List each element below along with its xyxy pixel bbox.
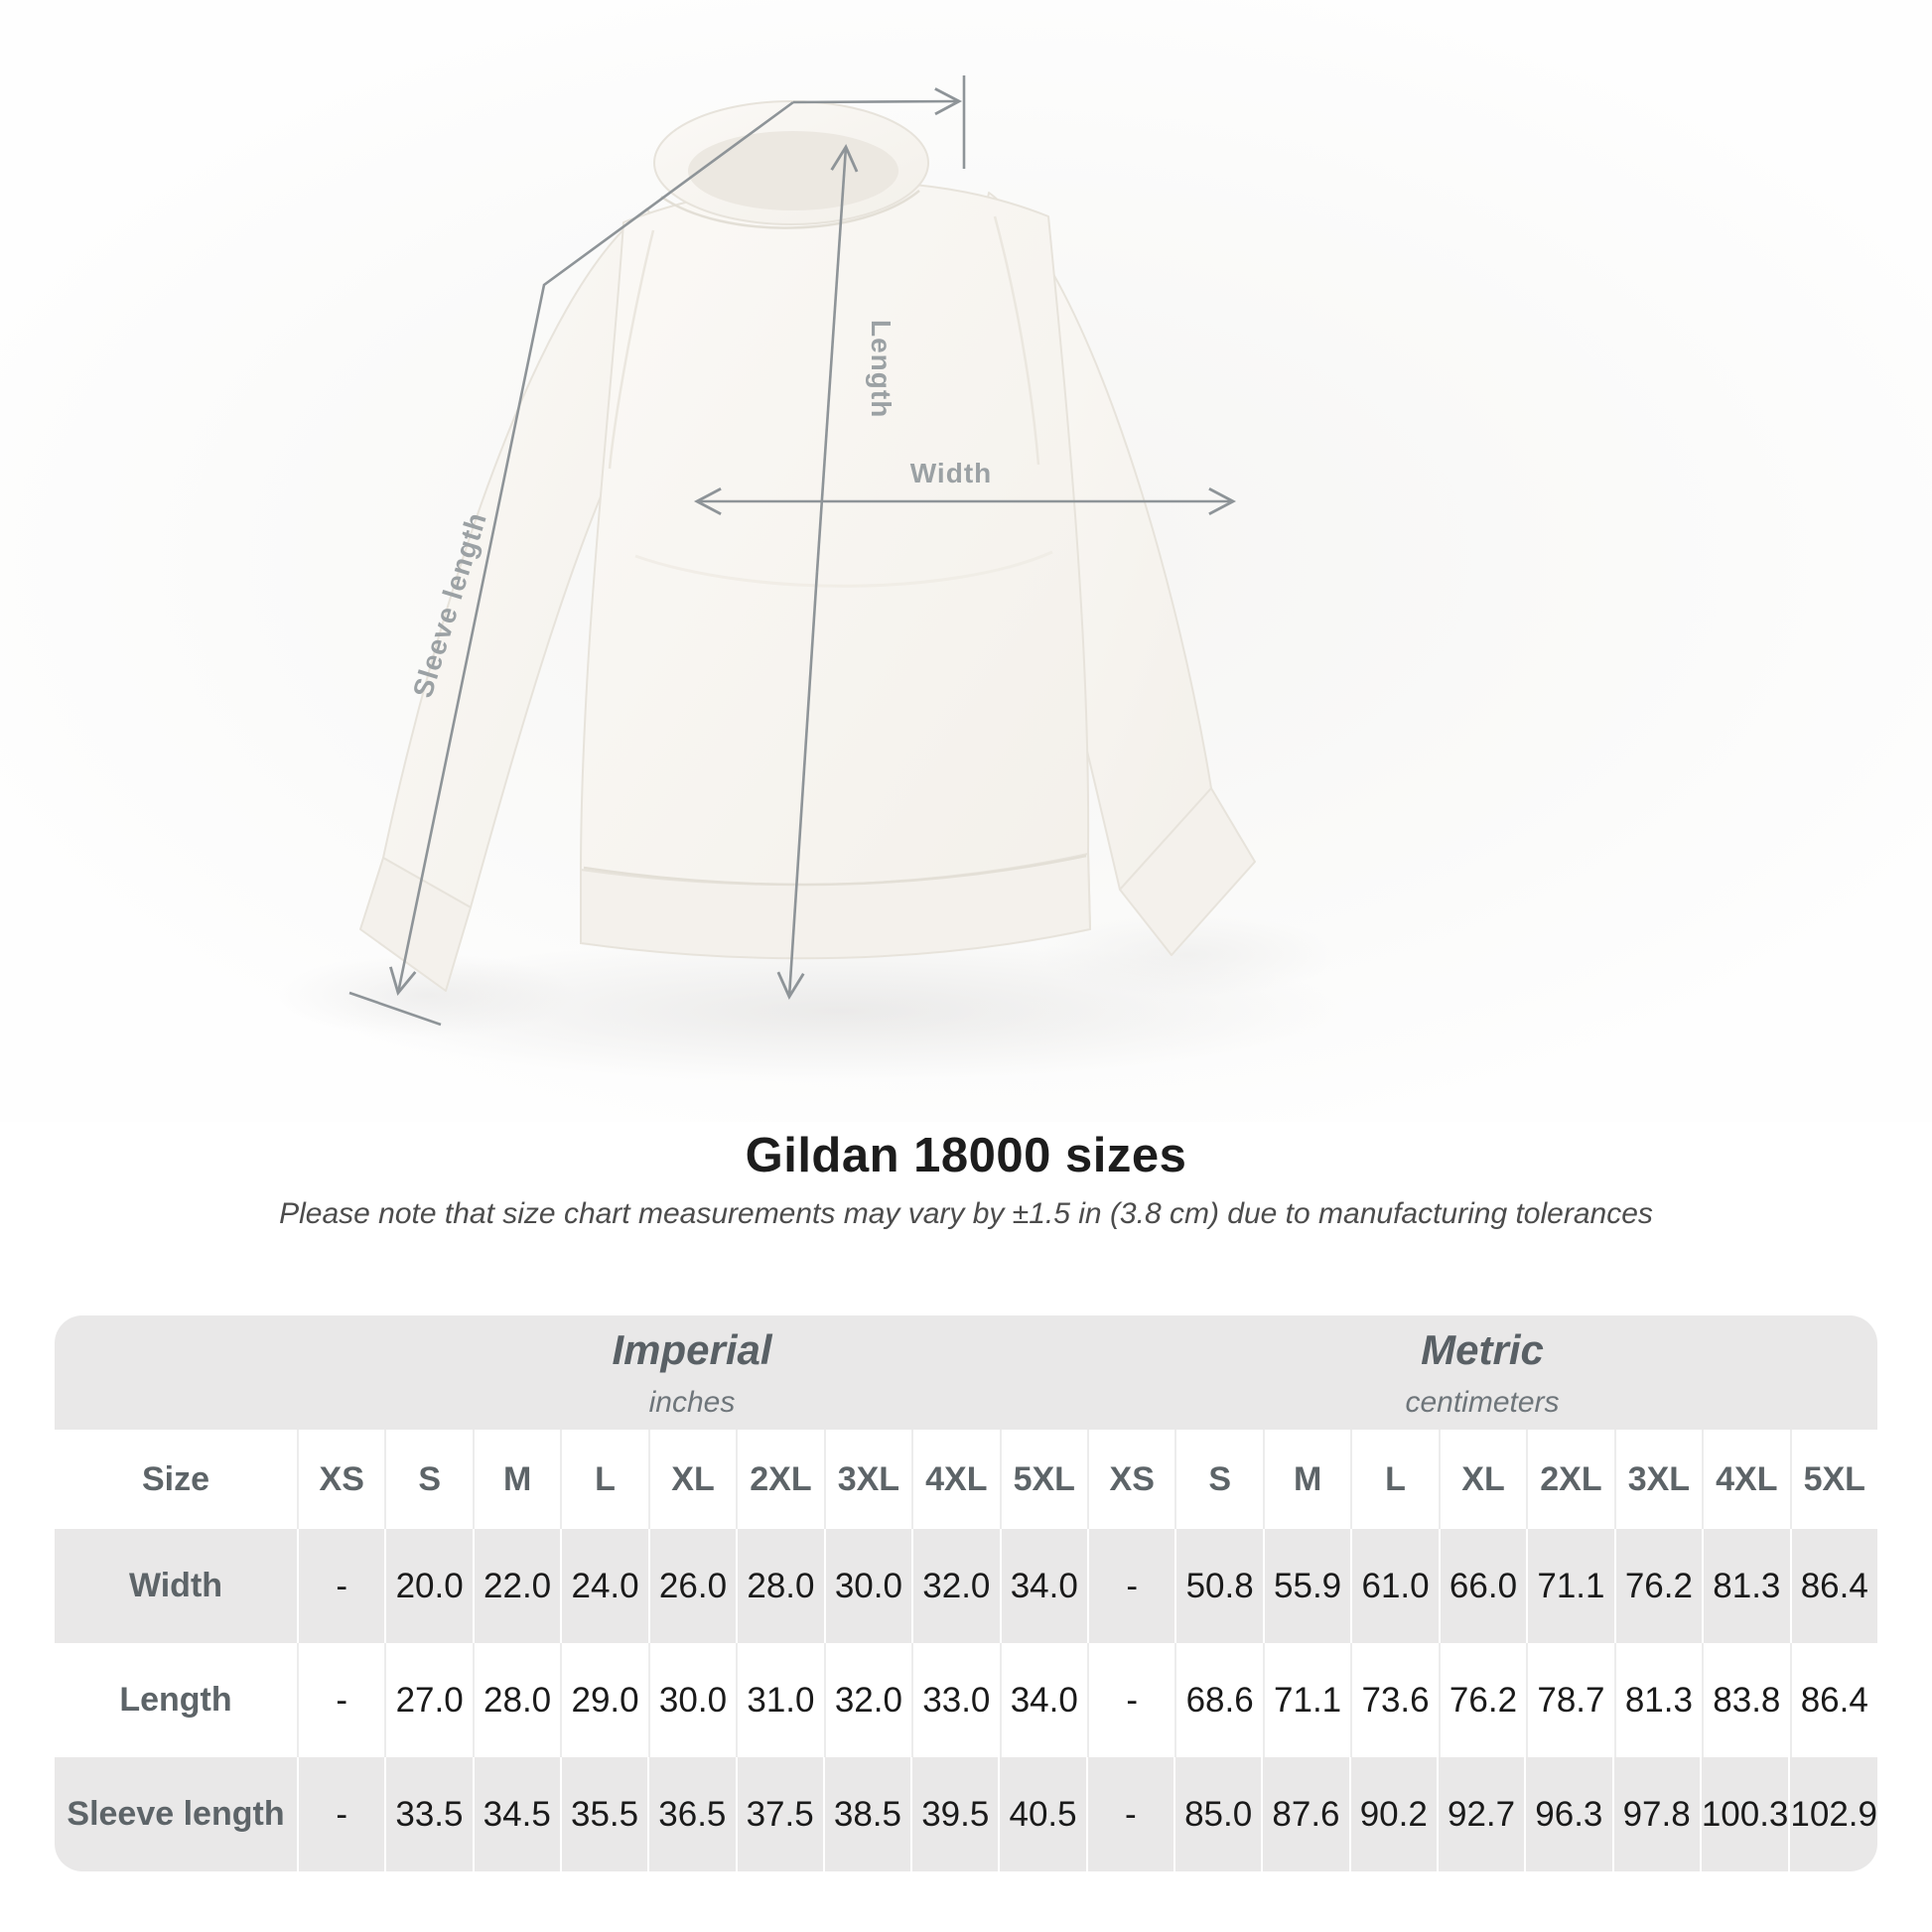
table-cell: 78.7 xyxy=(1526,1643,1613,1757)
unit-groups-row xyxy=(55,1315,1877,1430)
size-col-header: 2XL xyxy=(1526,1430,1613,1529)
table-cell: 97.8 xyxy=(1612,1757,1700,1871)
table-cell: 86.4 xyxy=(1790,1643,1877,1757)
table-row-length xyxy=(55,1643,1877,1757)
table-cell: 76.2 xyxy=(1614,1529,1702,1643)
table-cell: 68.6 xyxy=(1174,1643,1262,1757)
table-cell: 92.7 xyxy=(1437,1757,1524,1871)
table-cell: 33.5 xyxy=(384,1757,472,1871)
table-cell: 32.0 xyxy=(824,1643,911,1757)
size-col-header: S xyxy=(384,1430,472,1529)
table-cell: 30.0 xyxy=(824,1529,911,1643)
page-title: Gildan 18000 sizes xyxy=(745,1129,1187,1182)
sleeve-length-label: Sleeve length xyxy=(406,508,493,702)
title-block xyxy=(0,1128,1932,1231)
size-col-header: 4XL xyxy=(911,1430,999,1529)
table-cell: 34.5 xyxy=(473,1757,560,1871)
table-cell: 85.0 xyxy=(1173,1757,1261,1871)
table-cell: 73.6 xyxy=(1350,1643,1438,1757)
size-col-header: XS xyxy=(1087,1430,1174,1529)
table-row-width xyxy=(55,1529,1877,1643)
table-cell: - xyxy=(1087,1529,1174,1643)
unit-group-name: Imperial xyxy=(612,1325,772,1373)
table-row-sleeve-length xyxy=(55,1757,1877,1871)
table-cell: 22.0 xyxy=(473,1529,560,1643)
size-col-header: 2XL xyxy=(736,1430,823,1529)
table-cell: 37.5 xyxy=(736,1757,823,1871)
table-cell: 35.5 xyxy=(560,1757,647,1871)
length-label: Length xyxy=(866,320,897,419)
size-col-header: M xyxy=(473,1430,560,1529)
unit-group-unit: inches xyxy=(648,1385,736,1419)
table-cell: 71.1 xyxy=(1526,1529,1613,1643)
size-col-header: L xyxy=(1350,1430,1438,1529)
table-cell: 29.0 xyxy=(560,1643,647,1757)
size-col-header: L xyxy=(560,1430,647,1529)
table-cell: 86.4 xyxy=(1790,1529,1877,1643)
table-cell: - xyxy=(1087,1643,1174,1757)
table-cell: 102.9 xyxy=(1788,1757,1877,1871)
table-cell: 36.5 xyxy=(647,1757,735,1871)
size-table xyxy=(55,1315,1877,1871)
table-cell: 39.5 xyxy=(910,1757,998,1871)
row-label: Sleeve length xyxy=(67,1795,285,1833)
size-header-label: Size xyxy=(141,1459,210,1498)
size-col-header: 5XL xyxy=(1000,1430,1087,1529)
table-cell: 34.0 xyxy=(1000,1529,1087,1643)
table-cell: 31.0 xyxy=(736,1643,823,1757)
table-cell: 61.0 xyxy=(1350,1529,1438,1643)
unit-group-unit: centimeters xyxy=(1405,1385,1560,1419)
table-cell: 76.2 xyxy=(1439,1643,1526,1757)
table-cell: 26.0 xyxy=(648,1529,736,1643)
table-cell: 33.0 xyxy=(911,1643,999,1757)
table-cell: 28.0 xyxy=(473,1643,560,1757)
table-cell: 55.9 xyxy=(1263,1529,1350,1643)
table-cell: 30.0 xyxy=(648,1643,736,1757)
row-label: Length xyxy=(119,1681,232,1719)
table-cell: 32.0 xyxy=(911,1529,999,1643)
table-cell: 27.0 xyxy=(384,1643,472,1757)
size-col-header: XL xyxy=(1439,1430,1526,1529)
width-label: Width xyxy=(909,458,993,488)
table-cell: 50.8 xyxy=(1174,1529,1262,1643)
size-col-header: 3XL xyxy=(824,1430,911,1529)
size-header-row xyxy=(55,1430,1877,1529)
table-cell: 28.0 xyxy=(736,1529,823,1643)
table-cell: - xyxy=(1086,1757,1173,1871)
unit-group-imperial xyxy=(297,1315,1087,1430)
table-cell: - xyxy=(297,1529,384,1643)
table-cell: 34.0 xyxy=(1000,1643,1087,1757)
page-subtitle: Please note that size chart measurements may vary by ±1.5 in (3.8 cm) due to manufacturing tolerances xyxy=(279,1197,1653,1230)
table-cell: 24.0 xyxy=(560,1529,647,1643)
size-col-header: S xyxy=(1174,1430,1262,1529)
row-label: Width xyxy=(128,1567,223,1604)
table-cell: - xyxy=(297,1643,384,1757)
size-col-header: 4XL xyxy=(1702,1430,1789,1529)
table-cell: 66.0 xyxy=(1439,1529,1526,1643)
table-cell: 81.3 xyxy=(1614,1643,1702,1757)
table-cell: 20.0 xyxy=(384,1529,472,1643)
table-cell: 100.3 xyxy=(1700,1757,1789,1871)
table-cell: 38.5 xyxy=(823,1757,910,1871)
size-col-header: 5XL xyxy=(1790,1430,1877,1529)
unit-group-name: Metric xyxy=(1421,1325,1544,1373)
table-cell: 90.2 xyxy=(1349,1757,1437,1871)
size-col-header: 3XL xyxy=(1614,1430,1702,1529)
table-cell: 87.6 xyxy=(1261,1757,1348,1871)
size-col-header: XS xyxy=(297,1430,384,1529)
table-cell: 71.1 xyxy=(1263,1643,1350,1757)
collar-opening xyxy=(688,131,898,210)
unit-groups-spacer xyxy=(55,1315,297,1430)
size-col-header: XL xyxy=(648,1430,736,1529)
size-col-header: M xyxy=(1263,1430,1350,1529)
table-cell: 81.3 xyxy=(1702,1529,1789,1643)
table-cell: 83.8 xyxy=(1702,1643,1789,1757)
table-cell: 40.5 xyxy=(998,1757,1085,1871)
table-cell: - xyxy=(297,1757,384,1871)
unit-group-metric xyxy=(1087,1315,1877,1430)
table-cell: 96.3 xyxy=(1524,1757,1611,1871)
sleeve-dim-line-upper xyxy=(793,101,959,102)
